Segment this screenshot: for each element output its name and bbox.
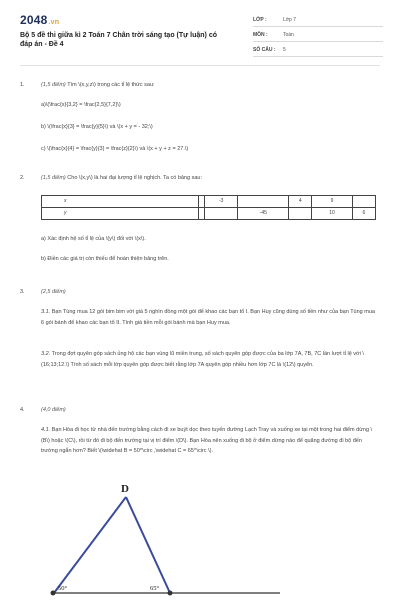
meta-row-class: [253, 14, 383, 27]
table-cell: [352, 196, 375, 208]
question-number: 2.: [20, 175, 25, 181]
table-cell: 6: [352, 208, 375, 220]
logo-suffix: .vn: [48, 19, 60, 26]
paragraph-label: 3.2.: [41, 351, 51, 357]
question-part-b: b) \(\frac{x}{3} = \frac{y}{5}\) và \(x + y = - 32;\): [41, 124, 153, 130]
meta-row-count: [253, 44, 383, 57]
question-number: 4.: [20, 407, 25, 413]
meta-info: [253, 14, 383, 59]
table-cell: 4: [289, 196, 312, 208]
angle-c-label: 65°: [150, 585, 160, 592]
meta-value: 5: [283, 47, 286, 53]
table-cell: 10: [312, 208, 352, 220]
meta-key: SỐ CÂU :: [253, 47, 276, 53]
point-b: [51, 591, 56, 596]
meta-key: LỚP :: [253, 17, 267, 23]
paragraph-label: 3.1.: [41, 309, 51, 315]
table-cell: -45: [238, 208, 289, 220]
question-number: 1.: [20, 82, 25, 88]
meta-row-subject: [253, 29, 383, 42]
question-points: (4,0 điểm): [41, 407, 66, 413]
point-c: [168, 591, 173, 596]
header-divider: [20, 65, 380, 66]
table-cell: -3: [204, 196, 238, 208]
question-number: 3.: [20, 289, 25, 295]
question-part-c: c) \(\frac{x}{4} = \frac{y}{3} = \frac{z}{2}\) và \(x + y + z = 27.\): [41, 146, 189, 152]
question-part-b: b) Điền các giá trị còn thiếu để hoàn thiện bảng trên.: [41, 256, 169, 262]
question-part-a: a) Xác định hệ số tỉ lệ của \(y\) đối với \(x\).: [41, 236, 146, 242]
question-header: [41, 174, 202, 183]
meta-value: Toán: [283, 32, 294, 38]
question-part-a: a)\(\frac{x}{3,2} = \frac{2,5}{7,2}\): [41, 102, 121, 108]
site-logo[interactable]: [20, 13, 59, 27]
triangle-figure: [40, 480, 280, 600]
question-header: [41, 406, 66, 415]
segment-bd: [54, 497, 126, 593]
angle-b-label: 50°: [58, 585, 68, 592]
table-cell: x: [42, 196, 199, 208]
question-header: [41, 81, 155, 90]
question-text: Cho \(x,y\) là hai đại lượng tỉ lệ nghịch. Ta có bảng sau:: [67, 175, 202, 181]
vertex-label-d: D: [121, 483, 129, 495]
segment-dc: [126, 497, 170, 593]
paragraph-text: Trong đợt quyên góp sách ủng hộ các bạn vùng lũ miền trung, số sách quyên góp được của ba lớp 7A, 7B, 7C lần lượt tỉ lệ với \(16;13;12.\) Tính số sách mỗi lớp quyên góp được biết rằng lớp 7A quyên góp nhiều hơn lớp 7C là \(12\) quyển.: [41, 351, 364, 368]
table-row-y: [42, 208, 376, 220]
question-paragraph: [41, 425, 379, 457]
question-header: [41, 288, 66, 297]
paragraph-text: Bạn Tùng mua 12 gói bim bim với giá 5 nghìn đồng một gói để khao các bạn tổ I. Bạn Huy cũng dùng số tiền như của bạn Tùng mua 6 gói bánh để khao các bạn tổ II. Tính giá tiền mỗi gói bánh mà bạn Huy mua.: [41, 309, 375, 326]
document-title: Bộ 5 đề thi giữa kì 2 Toán 7 Chân trời sáng tạo (Tự luận) có đáp án - Đề 4: [20, 32, 218, 48]
table-cell: [204, 208, 238, 220]
question-points: (1,5 điểm): [41, 175, 66, 181]
values-table: [41, 195, 376, 220]
question-points: (1,5 điểm): [41, 82, 66, 88]
table-cell: y: [42, 208, 199, 220]
paragraph-text: Bạn Hòa đi học từ nhà đến trường bằng cách đi xe buýt dọc theo tuyến đường Lạch Tray và xuống xe tại một trong hai điểm dừng \(B\) hoặc \(C\), rồi từ đó đi bộ đến trường tại vị trí điểm \(D\). Bạn Hòa nên xuống đi bộ ở điểm dừng nào để quãng đường đi bộ đến trường ngắn hơn? Biết \(\widehat B = 50^\circ ,\widehat C = 65^\circ \).: [41, 427, 373, 454]
table-row-x: [42, 196, 376, 208]
paragraph-label: 4.1.: [41, 427, 51, 433]
table-cell: [289, 208, 312, 220]
question-points: (2,5 điểm): [41, 289, 66, 295]
question-text: Tìm \(x,y,z\) trong các tỉ lệ thức sau:: [67, 82, 155, 88]
question-paragraph: [41, 307, 379, 328]
table-cell: 9: [312, 196, 352, 208]
logo-text: 2048: [20, 13, 48, 27]
meta-key: MÔN :: [253, 32, 268, 38]
meta-value: Lớp 7: [283, 17, 297, 23]
question-paragraph: [41, 349, 379, 370]
document-header: [0, 0, 400, 62]
table-cell: [238, 196, 289, 208]
